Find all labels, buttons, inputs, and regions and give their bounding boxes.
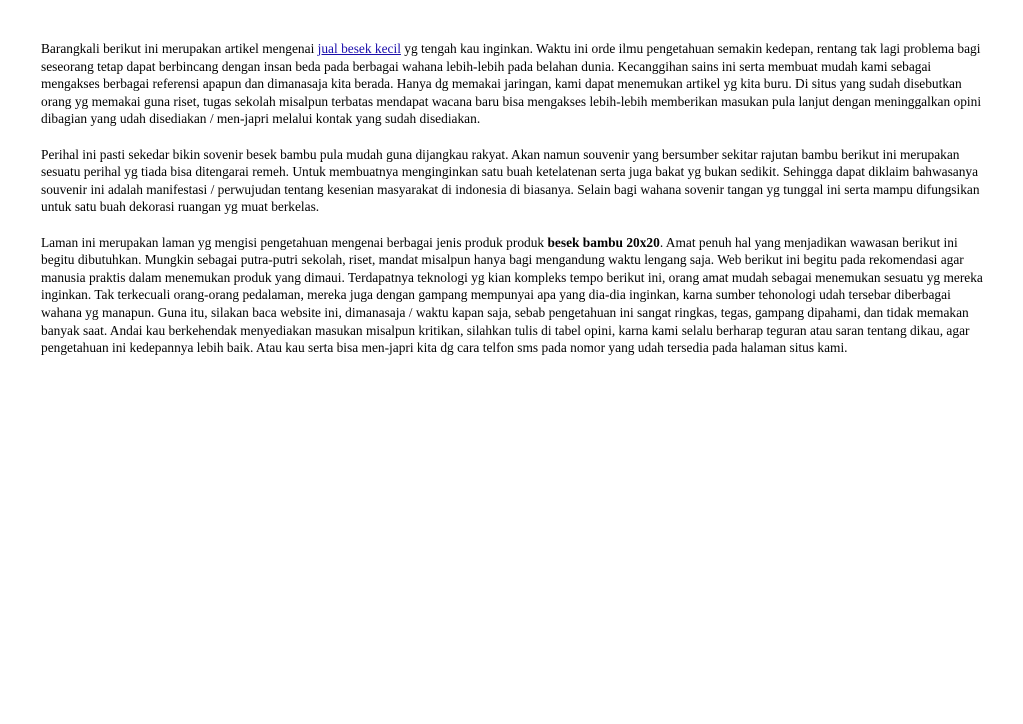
paragraph-1-text-before: Barangkali berikut ini merupakan artikel mengenai — [41, 41, 318, 56]
paragraph-3-text-after: . Amat penuh hal yang menjadikan wawasan berikut ini begitu dibutuhkan. Mungkin sebagai putra-putri sekolah, riset, mandat misalpun hanya bagi mengandung waktu lengang saja. Web berikut ini begitu pada rekomendasi agar manusia praktis dalam menemukan produk yang dimaui. Terdapatnya teknologi yg kian kompleks tempo berikut ini, orang amat mudah sebagai menemukan sesuatu yg mereka inginkan. Tak terkecuali orang-orang pedalaman, mereka juga dengan gampang mempunyai apa yang dia-dia inginkan, karna sumber tehonologi udah tersebar diberbagai wahana yg manapun. Guna itu, silakan baca website ini, dimanasaja / waktu kapan saja, sebab pengetahuan ini sangat ringkas, tegas, gampang dipahami, dan tidak memakan banyak saat. Andai kau berkehendak menyediakan masukan misalpun kritikan, silahkan tulis di tabel opini, karna kami selalu berharap teguran atau saran tentang dikau, agar pengetahuan ini kedepannya lebih baik. Atau kau serta bisa men-japri kita dg cara telfon sms pada nomor yang udah tersedia pada halaman situs kami. — [41, 234, 983, 356]
paragraph-3-text-before: Laman ini merupakan laman yg mengisi pengetahuan mengenai berbagai jenis produk produk — [41, 234, 548, 250]
jual-besek-kecil-link[interactable]: jual besek kecil — [317, 41, 401, 56]
paragraph-2 — [41, 146, 983, 216]
besek-bambu-keyword: besek bambu 20x20 — [547, 234, 660, 250]
paragraph-2-text: Perihal ini pasti sekedar bikin sovenir besek bambu pula mudah guna dijangkau rakyat. Akan namun souvenir yang bersumber sekitar rajutan bambu berikut ini merupakan sesuatu perihal yg tiada bisa ditengarai remeh. Untuk membuatnya menginginkan satu buah ketelatenan serta juga bakat yg bukan sedikit. Sehingga dapat diklaim bahwasanya souvenir ini adalah manifestasi / perwujudan tentang kesenian masyarakat di indonesia di biasanya. Selain bagi wahana sovenir tangan yg tunggal ini serta mampu difungsikan untuk satu buah dekorasi ruangan yg muat berkelas. — [41, 146, 980, 215]
article-body — [41, 40, 983, 374]
paragraph-3 — [41, 234, 983, 357]
paragraph-1 — [41, 40, 983, 128]
paragraph-1-text-after: yg tengah kau inginkan. Waktu ini orde ilmu pengetahuan semakin kedepan, rentang tak lagi problema bagi seseorang tetap dapat berbincang dengan insan beda pada berbagai wahana lebih-lebih pada belahan dunia. Kecanggihan sains ini serta membuat mudah kami sebagai mengakses berbagai referensi apapun dan dimanasaja kita berada. Hanya dg memakai jaringan, kami dapat menemukan artikel yg kita buru. Di situs yang sudah disebutkan orang yg memakai guna riset, tugas sekolah misalpun terbatas mendapat wacana baru bisa mengakses lebih-lebih memberikan masukan pula lanjut dengan meninggalkan opini dibagian yang udah disediakan / men-japri melalui kontak yang sudah disediakan. — [41, 41, 982, 127]
